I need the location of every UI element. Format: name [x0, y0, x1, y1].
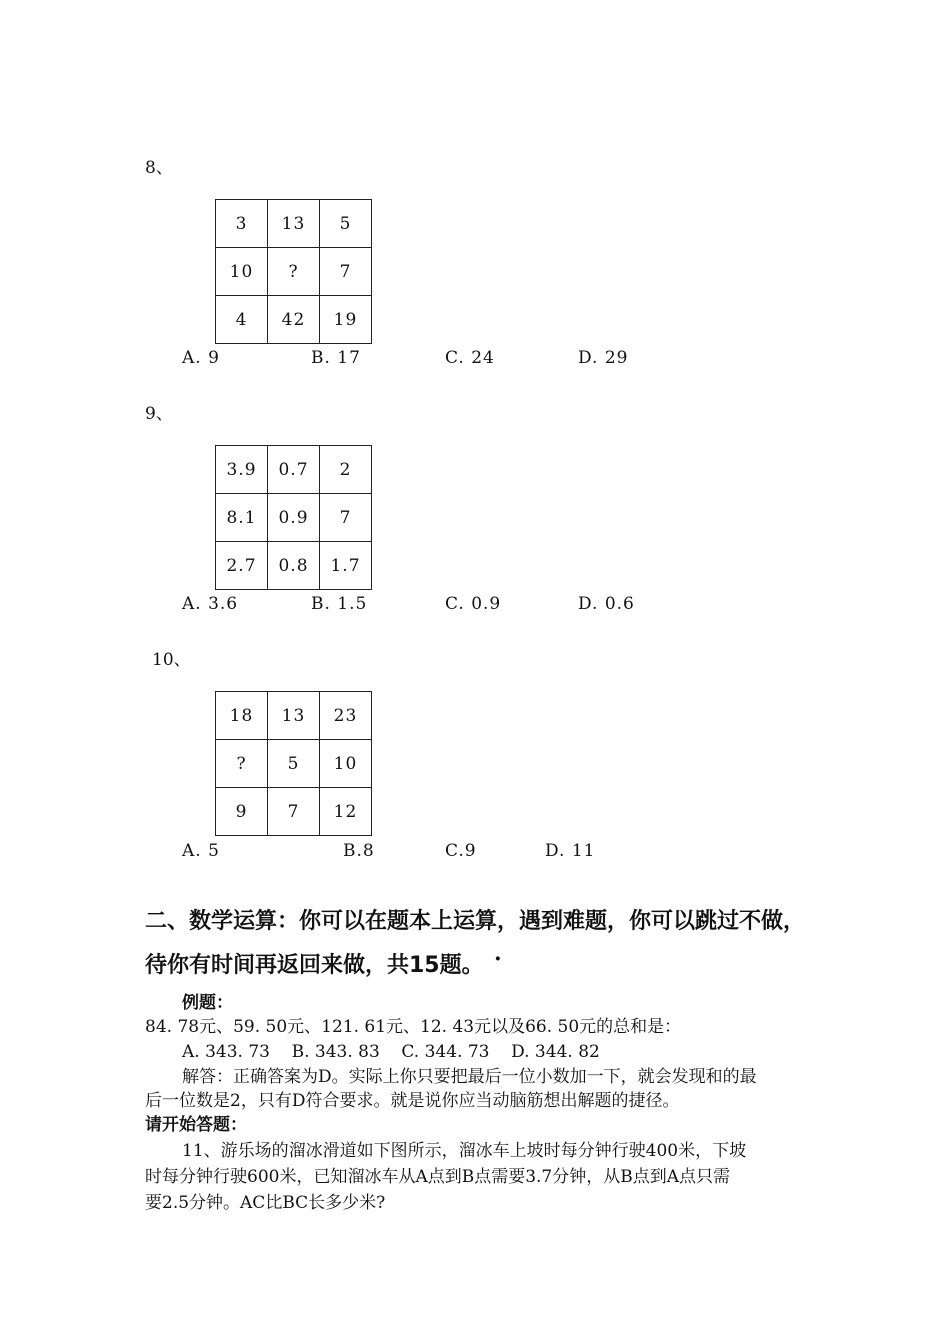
question-11-line-3: 要2.5分钟。AC比BC长多少米? — [145, 1193, 386, 1213]
grid-cell: 8.1 — [216, 494, 268, 542]
grid-cell: 12 — [320, 788, 372, 836]
start-label: 请开始答题： — [145, 1115, 247, 1135]
grid-cell: 13 — [268, 692, 320, 740]
option-d: D. 11 — [545, 841, 596, 861]
option-a: A. 9 — [182, 348, 220, 368]
grid-cell: 19 — [320, 296, 372, 344]
grid-cell: ? — [268, 248, 320, 296]
grid-cell: 0.8 — [268, 542, 320, 590]
grid-cell: 13 — [268, 200, 320, 248]
option-a: A. 3.6 — [182, 594, 239, 614]
grid-cell: 2.7 — [216, 542, 268, 590]
grid-cell: 0.7 — [268, 446, 320, 494]
example-label: 例题： — [182, 993, 233, 1013]
section-heading: 二、数学运算：你可以在题本上运算，遇到难题，你可以跳过不做，待你有时间再返回来做，共15题。 — [145, 909, 806, 978]
grid-cell: 3.9 — [216, 446, 268, 494]
option-b: B. 17 — [311, 348, 361, 368]
grid-cell: 42 — [268, 296, 320, 344]
question-9-grid — [215, 445, 372, 590]
option-b: B.8 — [343, 841, 375, 861]
grid-cell: 9 — [216, 788, 268, 836]
option-d: D. 0.6 — [578, 594, 635, 614]
example-question: 84. 78元、59. 50元、121. 61元、12. 43元以及66. 50元的总和是： — [145, 1017, 682, 1037]
grid-cell: 5 — [268, 740, 320, 788]
grid-cell: 2 — [320, 446, 372, 494]
grid-cell: 18 — [216, 692, 268, 740]
answer-line-1: 解答：正确答案为D。实际上你只要把最后一位小数加一下，就会发现和的最 — [182, 1067, 757, 1087]
grid-cell: 23 — [320, 692, 372, 740]
grid-cell: 7 — [268, 788, 320, 836]
grid-cell: 0.9 — [268, 494, 320, 542]
grid-cell: 5 — [320, 200, 372, 248]
grid-cell: ? — [216, 740, 268, 788]
question-8-grid — [215, 199, 372, 344]
option-a: A. 5 — [182, 841, 220, 861]
question-11-line-2: 时每分钟行驶600米，已知溜冰车从A点到B点需要3.7分钟，从B点到A点只需 — [145, 1167, 731, 1187]
option-c: C.9 — [445, 841, 477, 861]
grid-cell: 3 — [216, 200, 268, 248]
question-10-grid — [215, 691, 372, 836]
option-c: C. 24 — [445, 348, 495, 368]
stray-dot: · — [494, 946, 502, 972]
question-10-label: 10、 — [152, 650, 191, 670]
option-b: B. 1.5 — [311, 594, 368, 614]
question-8-label: 8、 — [145, 158, 173, 178]
answer-line-2: 后一位数是2，只有D符合要求。就是说你应当动脑筋想出解题的捷径。 — [145, 1091, 680, 1111]
question-9-label: 9、 — [145, 404, 173, 424]
grid-cell: 7 — [320, 248, 372, 296]
example-options: A. 343. 73 B. 343. 83 C. 344. 73 D. 344. 82 — [182, 1042, 600, 1062]
grid-cell: 7 — [320, 494, 372, 542]
option-c: C. 0.9 — [445, 594, 502, 614]
option-d: D. 29 — [578, 348, 629, 368]
question-11-line-1: 11、游乐场的溜冰滑道如下图所示，溜冰车上坡时每分钟行驶400米，下坡 — [182, 1141, 747, 1161]
grid-cell: 4 — [216, 296, 268, 344]
grid-cell: 10 — [320, 740, 372, 788]
grid-cell: 10 — [216, 248, 268, 296]
grid-cell: 1.7 — [320, 542, 372, 590]
